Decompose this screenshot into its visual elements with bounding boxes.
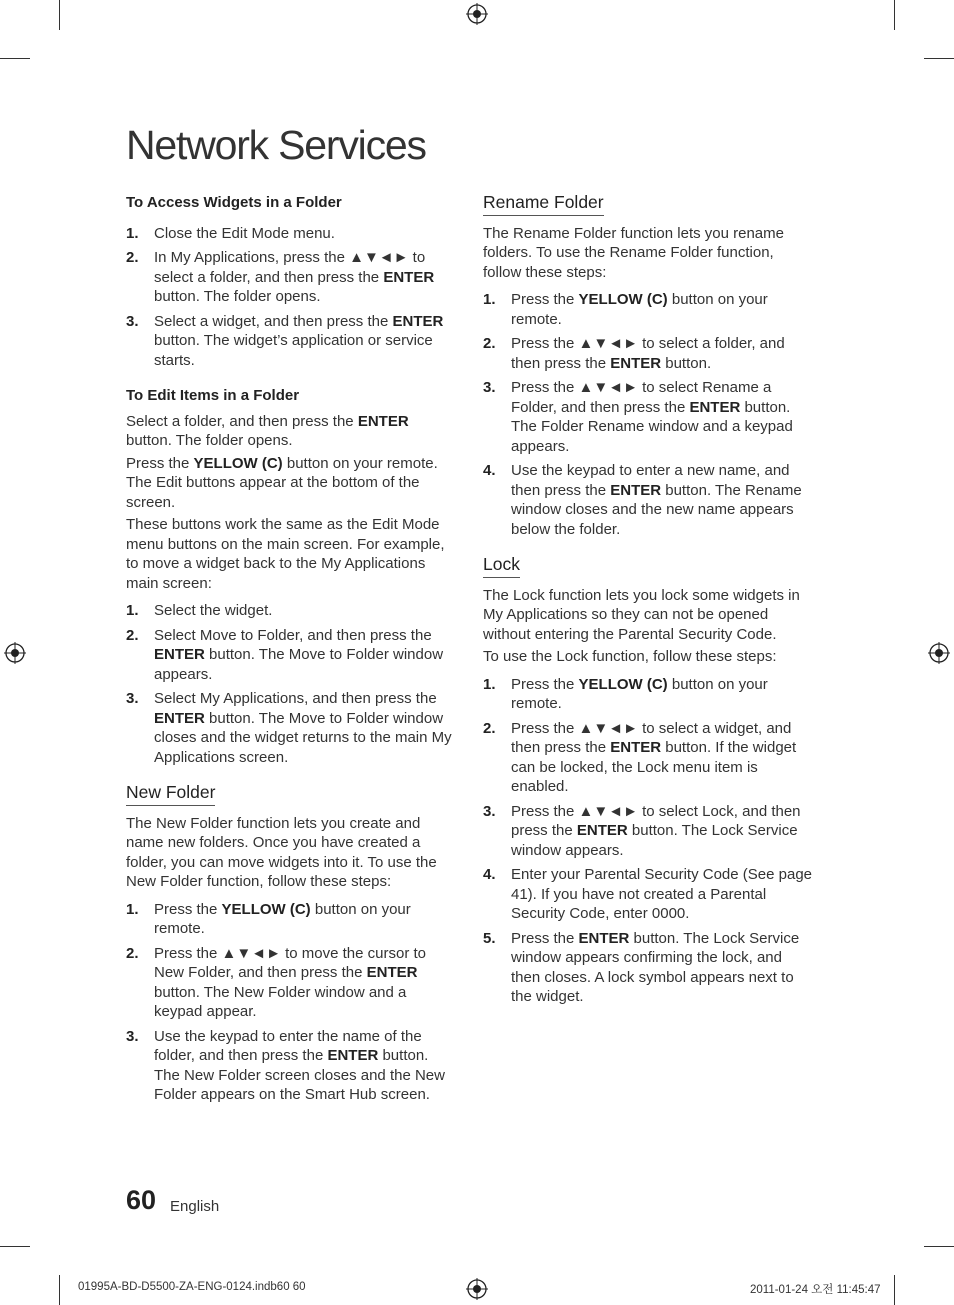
new-folder-steps (126, 900, 458, 1105)
list-item: 2. Select Move to Folder, and then press the ENTER button. The Move to Folder window appears. (126, 626, 444, 683)
lock-steps (483, 675, 815, 1007)
paragraph: Select a folder, and then press the ENTER button. The folder opens. (126, 412, 409, 449)
list-item: 1. Press the YELLOW (C) button on your remote. (126, 900, 411, 937)
list-item: 4. Use the keypad to enter a new name, and then press the ENTER button. The Rename window closes and the new name appears below the folder. (483, 462, 802, 538)
crop-mark (894, 1275, 895, 1305)
crop-mark (59, 1275, 60, 1305)
page-number: 60 (126, 1185, 157, 1215)
paragraph: The New Folder function lets you create and name new folders. Once you have created a folder, you can move widgets into it. To use the New Folder function, follow these steps: (126, 814, 437, 890)
access-steps (126, 224, 458, 371)
paragraph: Press the YELLOW (C) button on your remote. The Edit buttons appear at the bottom of the screen. (126, 454, 438, 511)
list-item: 3. Select a widget, and then press the ENTER button. The widget’s application or service starts. (126, 312, 444, 369)
list-item: 1. Press the YELLOW (C) button on your remote. (483, 291, 768, 328)
edit-steps (126, 601, 458, 767)
paragraph: The Rename Folder function lets you rename folders. To use the Rename Folder function, follow these steps: (483, 224, 784, 281)
list-item: 2. Press the ▲▼◄► to select a widget, and then press the ENTER button. If the widget can be locked, the Lock menu item is enabled. (483, 719, 797, 795)
paragraph: These buttons work the same as the Edit Mode menu buttons on the main screen. For example, to move a widget back to the My Applications main screen: (126, 516, 445, 592)
list-item: 5. Press the ENTER button. The Lock Service window appears confirming the lock, and then closes. A lock symbol appears next to the widget. (483, 929, 800, 1005)
right-column (483, 193, 815, 1012)
list-item: 2. Press the ▲▼◄► to select a folder, and then press the ENTER button. (483, 335, 785, 372)
section-heading-lock: Lock (483, 555, 520, 578)
crop-mark (0, 58, 30, 59)
registration-mark-icon (4, 642, 26, 664)
list-item: 1. Close the Edit Mode menu. (126, 224, 335, 242)
subheading-access-widgets: To Access Widgets in a Folder (126, 194, 342, 211)
crop-mark (59, 0, 60, 30)
registration-mark-icon (928, 642, 950, 664)
crop-mark (924, 1246, 954, 1247)
list-item: 2. Press the ▲▼◄► to move the cursor to New Folder, and then press the ENTER button. The New Folder window and a keypad appear. (126, 944, 426, 1020)
list-item: 3. Use the keypad to enter the name of the folder, and then press the ENTER button. The New Folder screen closes and the New Folder appears on the Smart Hub screen. (126, 1027, 445, 1103)
list-item: 3. Select My Applications, and then press the ENTER button. The Move to Folder window closes and the widget returns to the main My Applications screen. (126, 690, 452, 766)
page-title: Network Services (126, 122, 426, 168)
crop-mark (894, 0, 895, 30)
crop-mark (0, 1246, 30, 1247)
list-item: 1. Select the widget. (126, 602, 273, 619)
subheading-edit-items: To Edit Items in a Folder (126, 387, 300, 404)
crop-mark (924, 58, 954, 59)
registration-mark-icon (466, 3, 488, 25)
section-heading-new-folder: New Folder (126, 783, 215, 806)
paragraph: The Lock function lets you lock some widgets in My Applications so they can not be opened without entering the Parental Security Code. (483, 586, 800, 643)
registration-mark-icon (466, 1278, 488, 1300)
list-item: 3. Press the ▲▼◄► to select Lock, and then press the ENTER button. The Lock Service window appears. (483, 802, 801, 859)
list-item: 4. Enter your Parental Security Code (See page 41). If you have not created a Parental Security Code, enter 0000. (483, 866, 813, 922)
print-slug: 01995A-BD-D5500-ZA-ENG-0124.indb60 60 (78, 1281, 306, 1293)
list-item: 1. Press the YELLOW (C) button on your remote. (483, 675, 768, 712)
rename-steps (483, 290, 815, 539)
list-item: 3. Press the ▲▼◄► to select Rename a Folder, and then press the ENTER button. The Folder Rename window and a keypad appears. (483, 379, 793, 455)
language-label: English (170, 1198, 220, 1215)
section-heading-rename-folder: Rename Folder (483, 193, 604, 216)
left-column (126, 193, 458, 1110)
paragraph: To use the Lock function, follow these steps: (483, 648, 777, 665)
list-item: 2. In My Applications, press the ▲▼◄► to select a folder, and then press the ENTER button. The folder opens. (126, 249, 435, 305)
print-timestamp: 2011-01-24 오전 11:45:47 (750, 1284, 881, 1296)
